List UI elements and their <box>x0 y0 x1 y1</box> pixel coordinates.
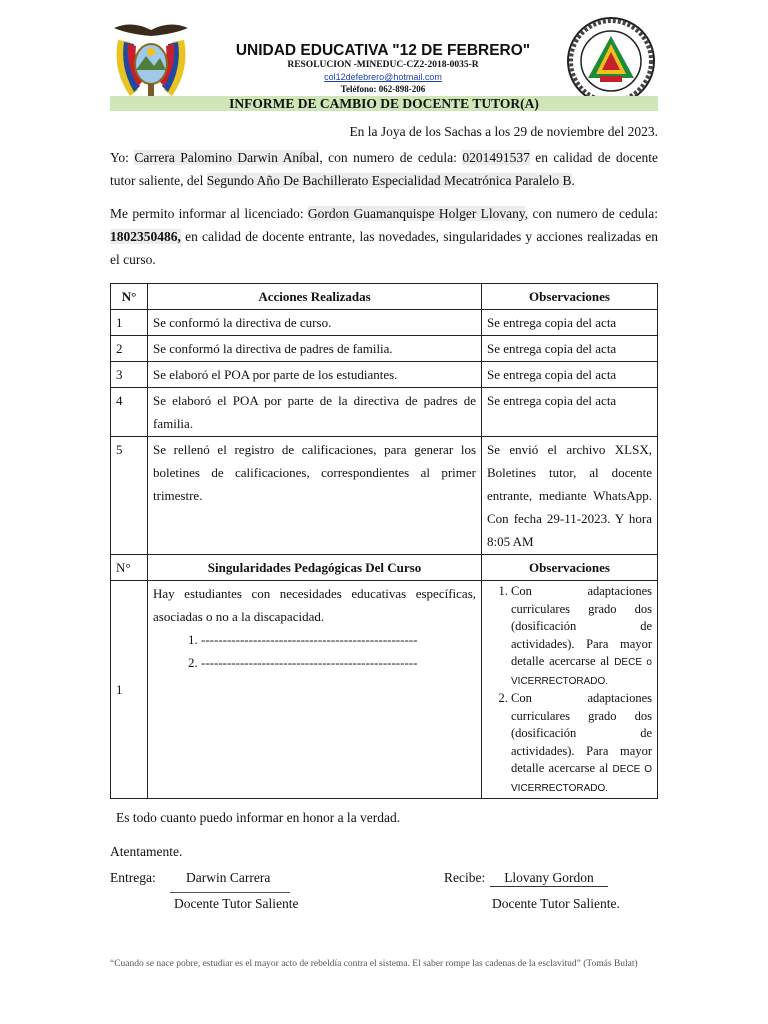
list-item: 1. -------------------------------------------------- <box>201 628 476 651</box>
p1-text-2: , con numero de cedula: <box>319 150 463 165</box>
singularities-row <box>111 581 658 799</box>
table-row <box>111 437 658 555</box>
p2-text-1: Me permito informar al licenciado: <box>110 206 308 221</box>
row-number: 1 <box>111 310 148 336</box>
obs-caps: DECE O VICERRECTORADO. <box>511 764 653 794</box>
table-row <box>111 362 658 388</box>
row-number: 3 <box>111 362 148 388</box>
list-item <box>511 583 652 690</box>
singularities-header-observations: Observaciones <box>482 555 658 581</box>
row-observation: Se entrega copia del acta <box>482 388 658 437</box>
singularities-header-title: Singularidades Pedagógicas Del Curso <box>148 555 482 581</box>
closing-statement: Es todo cuanto puedo informar en honor a la verdad. <box>116 810 401 825</box>
row-observation: Se entrega copia del acta <box>482 362 658 388</box>
signature-line-left <box>170 892 290 893</box>
entrega-label: Entrega: <box>110 870 156 885</box>
incoming-teacher-name: Gordon Guamanquispe Holger Llovany <box>307 206 525 221</box>
table-row <box>111 388 658 437</box>
paragraph-incoming-teacher <box>110 202 658 271</box>
entrega-role: Docente Tutor Saliente <box>174 896 299 911</box>
incoming-teacher-id: 1802350486, <box>110 229 181 244</box>
row-observation: Se envió el archivo XLSX, Boletines tutor, al docente entrante, mediante WhatsApp. Con fecha 29-11-2023. Y hora 8:05 AM <box>482 437 658 555</box>
recibe-role: Docente Tutor Saliente. <box>492 896 620 911</box>
observations-list <box>487 583 652 797</box>
row-action: Se conformó la directiva de curso. <box>148 310 482 336</box>
obs-text: Con adaptaciones curriculares grado dos (dosificación de actividades). Para mayor detalle acercarse al <box>511 584 652 668</box>
actions-table <box>110 283 658 799</box>
p1-text-4: . <box>571 173 575 188</box>
school-email-link[interactable]: col12defebrero@hotmail.com <box>324 72 442 82</box>
row-number: 2 <box>111 336 148 362</box>
p1-text-1: Yo: <box>110 150 135 165</box>
outgoing-teacher-id: 0201491537 <box>462 150 530 165</box>
paragraph-outgoing-teacher <box>110 146 658 192</box>
school-seal-logo <box>566 16 656 106</box>
row-number: 5 <box>111 437 148 555</box>
row-number: 4 <box>111 388 148 437</box>
table-header-row <box>111 284 658 310</box>
school-name: UNIDAD EDUCATIVA "12 DE FEBRERO" <box>235 42 531 59</box>
document-title: INFORME DE CAMBIO DE DOCENTE TUTOR(A) <box>110 96 658 111</box>
p2-text-2: , con numero de cedula: <box>524 206 659 221</box>
singularities-text: Hay estudiantes con necesidades educativas específicas, asociadas o no a la discapacidad. <box>153 586 476 624</box>
singularities-header-number: N° <box>111 555 148 581</box>
row-observation: Se entrega copia del acta <box>482 336 658 362</box>
course-name: Segundo Año De Bachillerato Especialidad Mecatrónica Paralelo B <box>206 173 572 188</box>
recibe-name: Llovany Gordon <box>490 870 608 887</box>
footer-quote: “Cuando se nace pobre, estudiar es el mayor acto de rebeldía contra el sistema. El saber rompe las cadenas de la esclavitud” (Tomás Bulat) <box>110 959 638 969</box>
obs-text: Con adaptaciones curriculares grado dos (dosificación de actividades). Para mayor detalle acercarse al <box>511 691 652 775</box>
row-action: Se elaboró el POA por parte de la directiva de padres de familia. <box>148 388 482 437</box>
row-observation: Se entrega copia del acta <box>482 310 658 336</box>
entrega-name: Darwin Carrera <box>186 870 271 885</box>
singularities-cell <box>148 581 482 799</box>
school-phone: Teléfono: 062-898-206 <box>340 84 426 94</box>
recibe-label: Recibe: <box>444 870 486 885</box>
header-actions: Acciones Realizadas <box>148 284 482 310</box>
resolution-number: RESOLUCION -MINEDUC-CZ2-2018-0035-R <box>287 60 479 70</box>
list-item: 2. -------------------------------------------------- <box>201 651 476 674</box>
row-action: Se conformó la directiva de padres de familia. <box>148 336 482 362</box>
header-observations: Observaciones <box>482 284 658 310</box>
dash-list <box>153 628 476 674</box>
date-line: En la Joya de los Sachas a los 29 de noviembre del 2023. <box>349 124 658 139</box>
obs-caps: DECE o VICERRECTORADO. <box>511 657 652 687</box>
list-item <box>511 690 652 797</box>
outgoing-teacher-name: Carrera Palomino Darwin Aníbal <box>134 150 320 165</box>
singularities-header-row <box>111 555 658 581</box>
ecuador-coat-of-arms-logo <box>108 20 194 102</box>
p2-text-3: en calidad de docente entrante, las novedades, singularidades y acciones realizadas en el curso. <box>110 229 658 267</box>
header-number: N° <box>111 284 148 310</box>
table-row <box>111 336 658 362</box>
singularities-number: 1 <box>111 581 148 799</box>
row-action: Se rellenó el registro de calificaciones, para generar los boletines de calificaciones, correspondientes al primer trimestre. <box>148 437 482 555</box>
singularities-observations-cell <box>482 581 658 799</box>
row-action: Se elaboró el POA por parte de los estudiantes. <box>148 362 482 388</box>
p1-text-3: en calidad de docente tutor saliente, del <box>110 150 658 188</box>
regards: Atentamente. <box>110 844 183 859</box>
table-row <box>111 310 658 336</box>
